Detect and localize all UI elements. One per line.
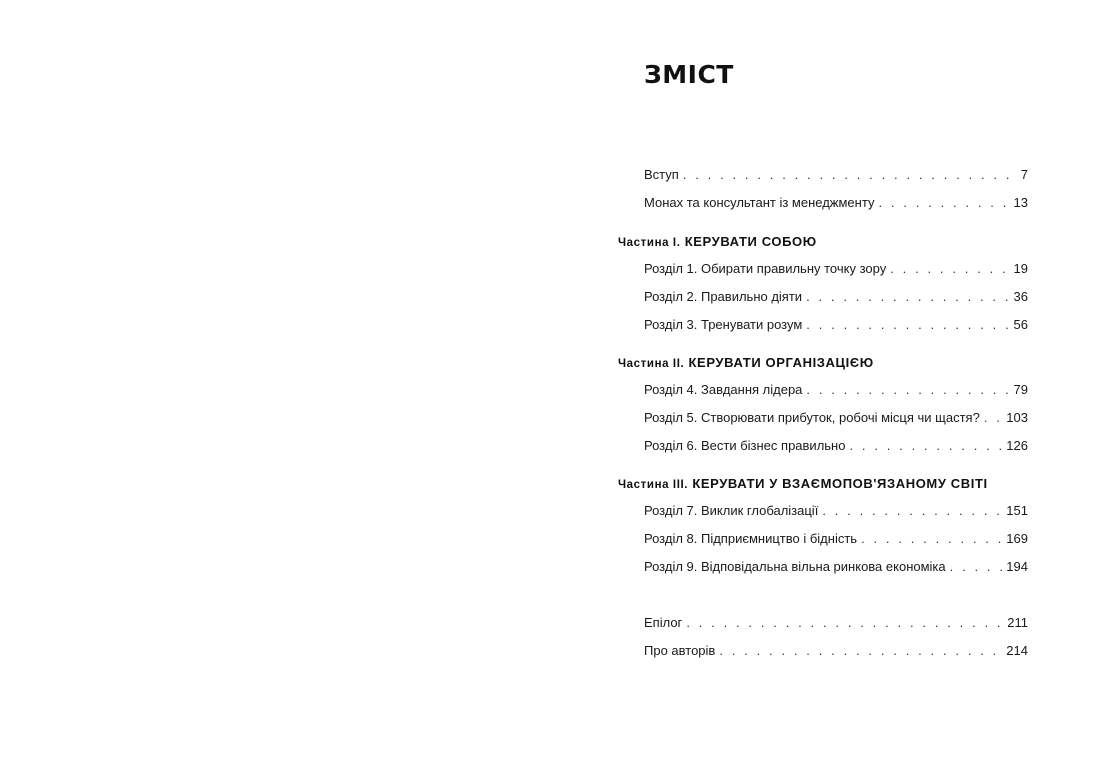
dot-leader <box>878 193 1009 213</box>
toc-entry-chapter-8[interactable] <box>644 529 1028 549</box>
toc-entry-page: 7 <box>1020 167 1028 182</box>
toc-entry-label: Монах та консультант із менеджменту <box>644 195 875 210</box>
contents-page <box>552 0 1105 762</box>
toc-entry-chapter-7[interactable] <box>644 501 1028 521</box>
toc-entry-page: 103 <box>1006 410 1028 425</box>
toc-entry-label: Розділ 4. Завдання лідера <box>644 382 803 397</box>
part-title: КЕРУВАТИ ОРГАНІЗАЦІЄЮ <box>688 355 874 370</box>
toc-entry-chapter-6[interactable] <box>644 436 1028 456</box>
toc-entry-page: 169 <box>1006 531 1028 546</box>
toc-entry-chapter-3[interactable] <box>644 315 1028 335</box>
toc-entry-label: Розділ 8. Підприємництво і бідність <box>644 531 858 546</box>
part-heading-3[interactable] <box>618 474 1038 495</box>
toc-entry-intro[interactable] <box>644 165 1028 185</box>
dot-leader <box>806 380 1009 400</box>
toc-entry-label: Розділ 5. Створювати прибуток, робочі місця чи щастя? <box>644 410 980 425</box>
toc-entry-chapter-2[interactable] <box>644 287 1028 307</box>
dot-leader <box>686 613 1003 633</box>
toc-entry-page: 19 <box>1013 261 1028 276</box>
part-prefix: Частина ІІ. <box>618 358 685 370</box>
dot-leader <box>861 529 1002 549</box>
part-heading-1[interactable] <box>618 232 1038 253</box>
dot-leader <box>719 641 1002 661</box>
toc-entry-page: 13 <box>1013 195 1028 210</box>
toc-entry-label: Про авторів <box>644 643 716 658</box>
toc-entry-chapter-1[interactable] <box>644 259 1028 279</box>
toc-entry-page: 151 <box>1006 503 1028 518</box>
toc-entry-page: 211 <box>1007 615 1028 630</box>
toc-entry-page: 79 <box>1013 382 1028 397</box>
toc-entry-label: Розділ 9. Відповідальна вільна ринкова економіка <box>644 559 946 574</box>
toc-entry-about-authors[interactable] <box>644 641 1028 661</box>
part-prefix: Частина І. <box>618 237 681 249</box>
dot-leader <box>950 557 1003 577</box>
toc-entry-label: Вступ <box>644 167 679 182</box>
toc-entry-chapter-5[interactable] <box>644 408 1028 428</box>
dot-leader <box>822 501 1002 521</box>
toc-entry-page: 126 <box>1006 438 1028 453</box>
part-title: КЕРУВАТИ У ВЗАЄМОПОВ'ЯЗАНОМУ СВІТІ <box>692 476 988 491</box>
part-heading-2[interactable] <box>618 353 1038 374</box>
toc-entry-page: 56 <box>1013 317 1028 332</box>
dot-leader <box>890 259 1009 279</box>
dot-leader <box>806 315 1009 335</box>
toc-entry-label: Розділ 1. Обирати правильну точку зору <box>644 261 887 276</box>
toc-entry-label: Розділ 3. Тренувати розум <box>644 317 803 332</box>
toc-entry-chapter-4[interactable] <box>644 380 1028 400</box>
toc-entry-page: 194 <box>1006 559 1028 574</box>
dot-leader <box>806 287 1009 307</box>
toc-entry-label: Розділ 6. Вести бізнес правильно <box>644 438 846 453</box>
dot-leader <box>683 165 1017 185</box>
dot-leader <box>984 408 1002 428</box>
toc-entry-label: Розділ 2. Правильно діяти <box>644 289 803 304</box>
toc-entry-page: 214 <box>1006 643 1028 658</box>
blank-left-page <box>0 0 552 762</box>
part-title: КЕРУВАТИ СОБОЮ <box>684 234 817 249</box>
toc-entry-label: Епілог <box>644 615 683 630</box>
dot-leader <box>849 436 1002 456</box>
toc-entry-label: Розділ 7. Виклик глобалізації <box>644 503 819 518</box>
toc-entry-epilogue[interactable] <box>644 613 1028 633</box>
toc-entry-chapter-9[interactable] <box>644 557 1028 577</box>
page-title: ЗМІСТ <box>644 60 734 89</box>
toc-entry-page: 36 <box>1013 289 1028 304</box>
toc-entry-monk[interactable] <box>644 193 1028 213</box>
part-prefix: Частина ІІІ. <box>618 479 689 491</box>
